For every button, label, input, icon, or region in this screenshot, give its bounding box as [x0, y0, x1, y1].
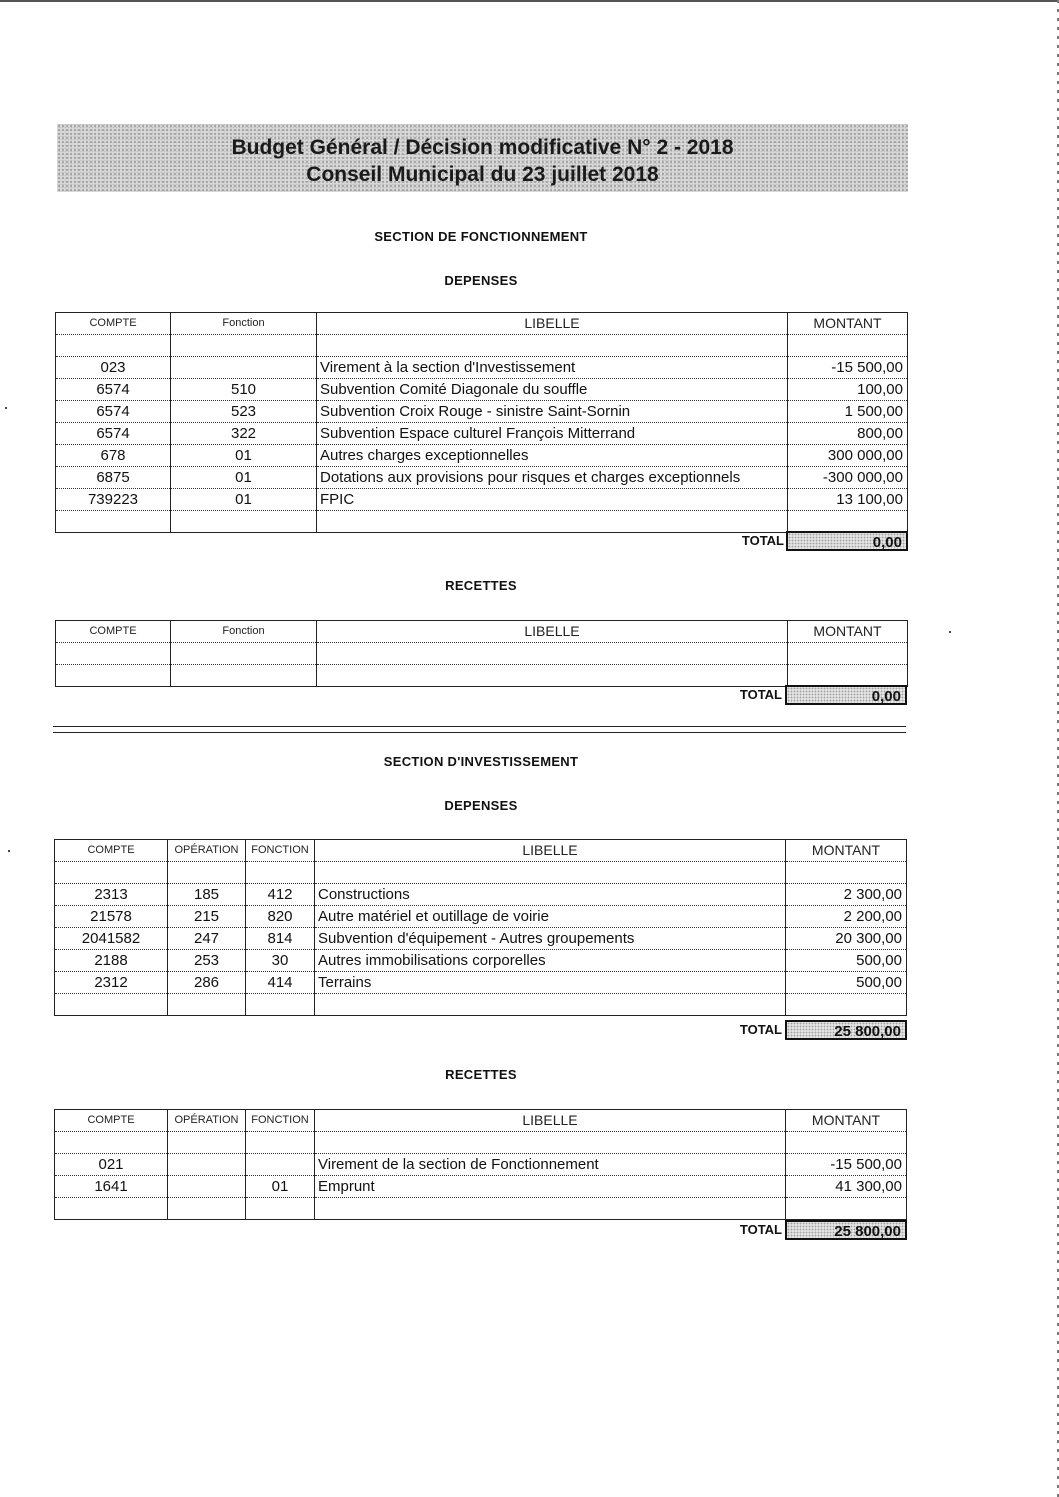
column-header-fonction: Fonction	[171, 313, 317, 335]
cell-operation: 247	[168, 928, 246, 950]
cell-libelle: Dotations aux provisions pour risques et charges exceptionnels	[317, 467, 788, 489]
cell-fonction: 414	[246, 972, 315, 994]
table-row-empty	[56, 511, 908, 533]
cell-compte: 2312	[55, 972, 168, 994]
scan-top-edge	[0, 0, 1059, 2]
scan-speck	[949, 631, 951, 633]
cell-fonction: 820	[246, 906, 315, 928]
column-header-operation: OPÉRATION	[168, 840, 246, 862]
cell-montant: -300 000,00	[788, 467, 908, 489]
document-title-banner	[57, 124, 908, 192]
table-header-row	[56, 621, 908, 643]
column-header-libelle: LIBELLE	[315, 1110, 786, 1132]
investissement-depenses-table	[54, 839, 907, 1016]
cell-compte: 023	[56, 357, 171, 379]
cell-montant: 500,00	[786, 950, 907, 972]
total-value: 0,00	[786, 531, 908, 551]
cell-montant: 20 300,00	[786, 928, 907, 950]
cell-fonction: 01	[171, 445, 317, 467]
cell-libelle: Autres charges exceptionnelles	[317, 445, 788, 467]
section-heading-investissement: SECTION D'INVESTISSEMENT	[383, 754, 579, 769]
column-header-compte: COMPTE	[56, 313, 171, 335]
cell-libelle: Constructions	[315, 884, 786, 906]
cell-operation	[168, 1154, 246, 1176]
table-row	[55, 928, 907, 950]
document-subtitle: Conseil Municipal du 23 juillet 2018	[306, 163, 659, 186]
cell-montant: 2 300,00	[786, 884, 907, 906]
scan-speck	[8, 850, 10, 852]
cell-montant: 300 000,00	[788, 445, 908, 467]
table-row-empty	[55, 1198, 907, 1220]
depenses-heading-investissement: DEPENSES	[444, 798, 518, 813]
column-header-montant: MONTANT	[788, 313, 908, 335]
fonctionnement-recettes-table	[55, 620, 908, 687]
table-header-row	[55, 840, 907, 862]
cell-operation: 185	[168, 884, 246, 906]
column-header-libelle: LIBELLE	[315, 840, 786, 862]
column-header-libelle: LIBELLE	[317, 621, 788, 643]
cell-montant: 2 200,00	[786, 906, 907, 928]
cell-libelle: Autre matériel et outillage de voirie	[315, 906, 786, 928]
scan-speck	[5, 407, 7, 409]
cell-compte: 6875	[56, 467, 171, 489]
cell-libelle: Virement de la section de Fonctionnement	[315, 1154, 786, 1176]
column-header-fonction: FONCTION	[246, 840, 315, 862]
recettes-heading-fonctionnement: RECETTES	[445, 578, 517, 593]
cell-libelle: Subvention d'équipement - Autres groupements	[315, 928, 786, 950]
table-row	[56, 423, 908, 445]
column-header-operation: OPÉRATION	[168, 1110, 246, 1132]
recettes-heading-investissement: RECETTES	[445, 1067, 517, 1082]
cell-fonction: 412	[246, 884, 315, 906]
cell-compte: 739223	[56, 489, 171, 511]
cell-libelle: Subvention Comité Diagonale du souffle	[317, 379, 788, 401]
table-header-row	[56, 313, 908, 335]
column-header-compte: COMPTE	[55, 840, 168, 862]
cell-operation	[168, 1176, 246, 1198]
table-header-row	[55, 1110, 907, 1132]
table-row	[56, 357, 908, 379]
cell-operation: 215	[168, 906, 246, 928]
cell-libelle: Subvention Espace culturel François Mitterrand	[317, 423, 788, 445]
cell-fonction: 814	[246, 928, 315, 950]
cell-montant: 500,00	[786, 972, 907, 994]
column-header-montant: MONTANT	[786, 840, 907, 862]
cell-montant: 1 500,00	[788, 401, 908, 423]
table-row	[56, 445, 908, 467]
table-row	[55, 884, 907, 906]
table-row	[56, 467, 908, 489]
cell-montant: 800,00	[788, 423, 908, 445]
table-row-empty	[55, 1132, 907, 1154]
cell-libelle: Autres immobilisations corporelles	[315, 950, 786, 972]
table-row	[55, 972, 907, 994]
column-header-compte: COMPTE	[56, 621, 171, 643]
total-value: 25 800,00	[785, 1220, 907, 1240]
cell-operation: 286	[168, 972, 246, 994]
column-header-compte: COMPTE	[55, 1110, 168, 1132]
cell-fonction: 523	[171, 401, 317, 423]
table-row	[55, 906, 907, 928]
cell-libelle: Subvention Croix Rouge - sinistre Saint-Sornin	[317, 401, 788, 423]
cell-fonction: 01	[171, 489, 317, 511]
table-row	[55, 1176, 907, 1198]
cell-fonction: 01	[246, 1176, 315, 1198]
column-header-montant: MONTANT	[788, 621, 908, 643]
section-heading-fonctionnement: SECTION DE FONCTIONNEMENT	[374, 229, 588, 244]
table-row	[56, 489, 908, 511]
table-row	[55, 1154, 907, 1176]
cell-compte: 21578	[55, 906, 168, 928]
cell-compte: 6574	[56, 401, 171, 423]
cell-fonction	[171, 357, 317, 379]
column-header-fonction: FONCTION	[246, 1110, 315, 1132]
cell-montant: 41 300,00	[786, 1176, 907, 1198]
cell-compte: 2188	[55, 950, 168, 972]
cell-fonction: 01	[171, 467, 317, 489]
cell-compte: 2041582	[55, 928, 168, 950]
column-header-montant: MONTANT	[786, 1110, 907, 1132]
total-label: TOTAL	[739, 1022, 782, 1037]
cell-libelle: Emprunt	[315, 1176, 786, 1198]
cell-compte: 6574	[56, 423, 171, 445]
cell-fonction	[246, 1154, 315, 1176]
cell-fonction: 30	[246, 950, 315, 972]
cell-montant: 13 100,00	[788, 489, 908, 511]
cell-fonction: 322	[171, 423, 317, 445]
cell-montant: -15 500,00	[786, 1154, 907, 1176]
cell-fonction: 510	[171, 379, 317, 401]
cell-montant: -15 500,00	[788, 357, 908, 379]
depenses-heading-fonctionnement: DEPENSES	[444, 273, 518, 288]
cell-libelle: FPIC	[317, 489, 788, 511]
column-header-fonction: Fonction	[171, 621, 317, 643]
document-title: Budget Général / Décision modificative N° 2 - 2018	[231, 136, 734, 159]
table-row	[56, 401, 908, 423]
table-row-empty	[56, 643, 908, 665]
cell-libelle: Virement à la section d'Investissement	[317, 357, 788, 379]
cell-libelle: Terrains	[315, 972, 786, 994]
cell-compte: 021	[55, 1154, 168, 1176]
table-row	[55, 950, 907, 972]
table-row-empty	[56, 335, 908, 357]
total-label: TOTAL	[739, 687, 782, 702]
cell-compte: 2313	[55, 884, 168, 906]
total-value: 0,00	[785, 685, 907, 705]
fonctionnement-depenses-table	[55, 312, 908, 533]
total-value: 25 800,00	[785, 1020, 907, 1040]
table-row	[56, 379, 908, 401]
column-header-libelle: LIBELLE	[317, 313, 788, 335]
table-row-empty	[55, 994, 907, 1016]
table-row-empty	[56, 665, 908, 687]
cell-compte: 1641	[55, 1176, 168, 1198]
total-label: TOTAL	[739, 1222, 782, 1237]
cell-operation: 253	[168, 950, 246, 972]
cell-compte: 6574	[56, 379, 171, 401]
table-row-empty	[55, 862, 907, 884]
section-separator	[53, 726, 906, 733]
cell-compte: 678	[56, 445, 171, 467]
total-label: TOTAL	[741, 533, 784, 548]
investissement-recettes-table	[54, 1109, 907, 1220]
cell-montant: 100,00	[788, 379, 908, 401]
